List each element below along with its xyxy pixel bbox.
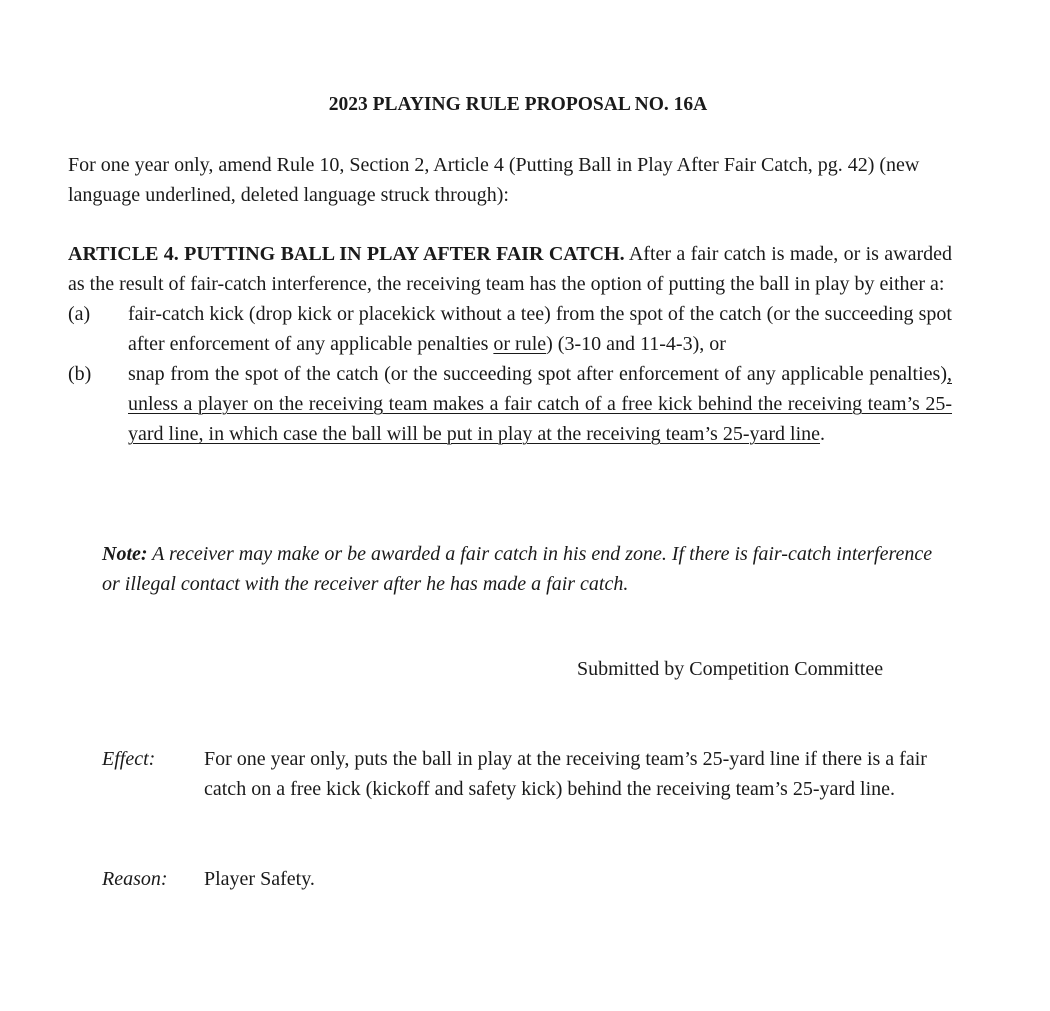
article-heading: ARTICLE 4. PUTTING BALL IN PLAY AFTER FAIR CATCH. — [68, 243, 625, 265]
article-lead-paragraph — [68, 239, 952, 299]
reason-section — [102, 864, 932, 894]
item-text-after: . — [820, 423, 826, 445]
item-underlined-text: , unless a player on the receiving team makes a fair catch of a free kick behind the receiving team’s 25-yard line, in which case the ball will be put in play at the receiving team’s 25-yard line — [128, 363, 952, 445]
article-section — [68, 239, 952, 449]
intro-paragraph: For one year only, amend Rule 10, Section 2, Article 4 (Putting Ball in Play After Fair Catch, pg. 42) (new language underlined, deleted language struck through): — [68, 154, 920, 206]
article-lead-text: After a fair catch is made, or is awarded as the result of fair-catch interference, the receiving team has the option of putting the ball in play by either a: — [68, 243, 953, 295]
item-text-before: fair-catch kick (drop kick or placekick without a tee) from the spot of the catch (or the succeeding spot after enforcement of any applicable penalties — [128, 303, 952, 355]
article-item-b — [68, 359, 952, 449]
item-text-after: ) (3-10 and 11-4-3), or — [546, 333, 726, 355]
item-text-before: snap from the spot of the catch (or the succeeding spot after enforcement of any applicable penalties) — [128, 363, 947, 385]
note-label: Note: — [102, 543, 148, 565]
article-item-a — [68, 299, 952, 359]
submitted-by: Submitted by Competition Committee — [577, 658, 884, 680]
effect-section — [102, 744, 932, 804]
item-underlined-text: or rule — [493, 333, 547, 355]
effect-text: For one year only, puts the ball in play at the receiving team’s 25-yard line if there is a fair catch on a free kick (kickoff and safety kick) behind the receiving team’s 25-yard line. — [204, 748, 927, 800]
item-marker: (a) — [68, 303, 91, 325]
note-paragraph — [102, 539, 952, 599]
note-text: A receiver may make or be awarded a fair catch in his end zone. If there is fair-catch interference or illegal contact with the receiver after he has made a fair catch. — [102, 543, 933, 595]
document-title: 2023 PLAYING RULE PROPOSAL NO. 16A — [328, 94, 708, 115]
effect-label: Effect: — [102, 748, 156, 770]
reason-label: Reason: — [102, 868, 168, 890]
reason-text: Player Safety. — [204, 868, 315, 890]
item-marker: (b) — [68, 363, 92, 385]
